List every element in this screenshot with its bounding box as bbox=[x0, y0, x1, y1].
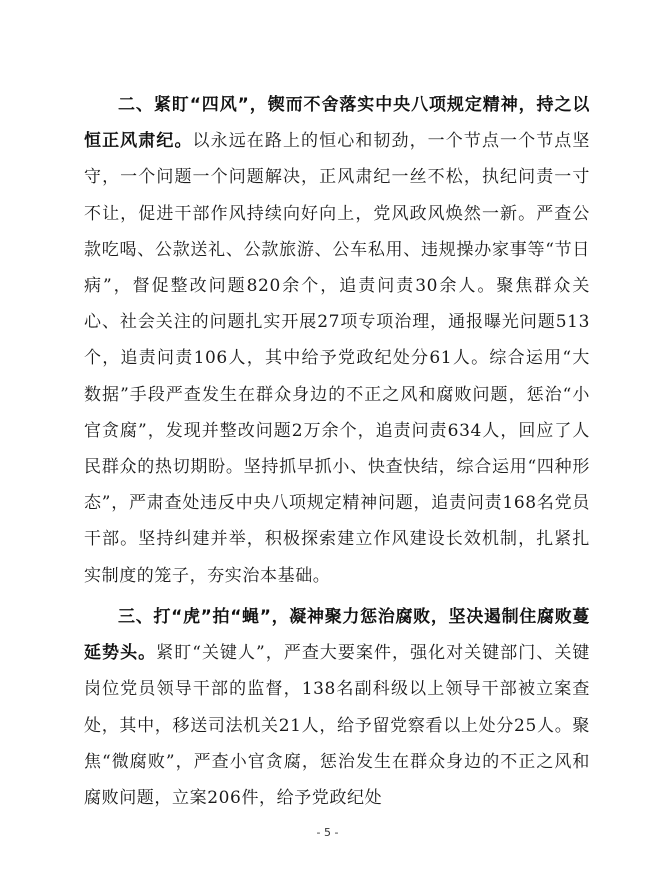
section-three-body: 紧盯“关键人”，严查大要案件，强化对关键部门、关键岗位党员领导干部的监督，138名副科级以上领导干部被立案查处，其中，移送司法机关21人，给予留党察看以上处分25人。聚焦“微腐败”，严查小官贪腐，惩治发生在群众身边的不正之风和腐败问题，立案206件，给予党政纪处 bbox=[84, 643, 590, 809]
page-number: - 5 - bbox=[316, 826, 339, 839]
paragraph-section-two bbox=[84, 87, 590, 594]
section-two-body: 以永远在路上的恒心和韧劲，一个节点一个节点坚守，一个问题一个问题解决，正风肃纪一丝不松，执纪问责一寸不让，促进干部作风持续向好向上，党风政风焕然一新。严查公款吃喝、公款送礼、公款旅游、公车私用、违规操办家事等“节日病”，督促整改问题820余个，追责问责30余人。聚焦群众关心、社会关注的问题扎实开展27项专项治理，通报曝光问题513个，追责问责106人，其中给予党政纪处分61人。综合运用“大数据”手段严查发生在群众身边的不正之风和腐败问题，惩治“小官贪腐”，发现并整改问题2万余个，追责问责634人，回应了人民群众的热切期盼。坚持抓早抓小、快查快结，综合运用“四种形态”，严肃查处违反中央八项规定精神问题，追责问责168名党员干部。坚持纠建并举，积极探索建立作风建设长效机制，扎紧扎实制度的笼子，夯实治本基础。 bbox=[84, 131, 590, 586]
section-two-heading: 二、紧盯“四风”，锲而不舍落实中央八项规定精神，持之以恒正风肃纪。 bbox=[84, 95, 590, 152]
section-three-heading: 三、打“虎”拍“蝇”，凝神聚力惩治腐败，坚决遏制住腐败蔓延势头。 bbox=[84, 607, 590, 664]
paragraph-section-three bbox=[84, 599, 590, 816]
